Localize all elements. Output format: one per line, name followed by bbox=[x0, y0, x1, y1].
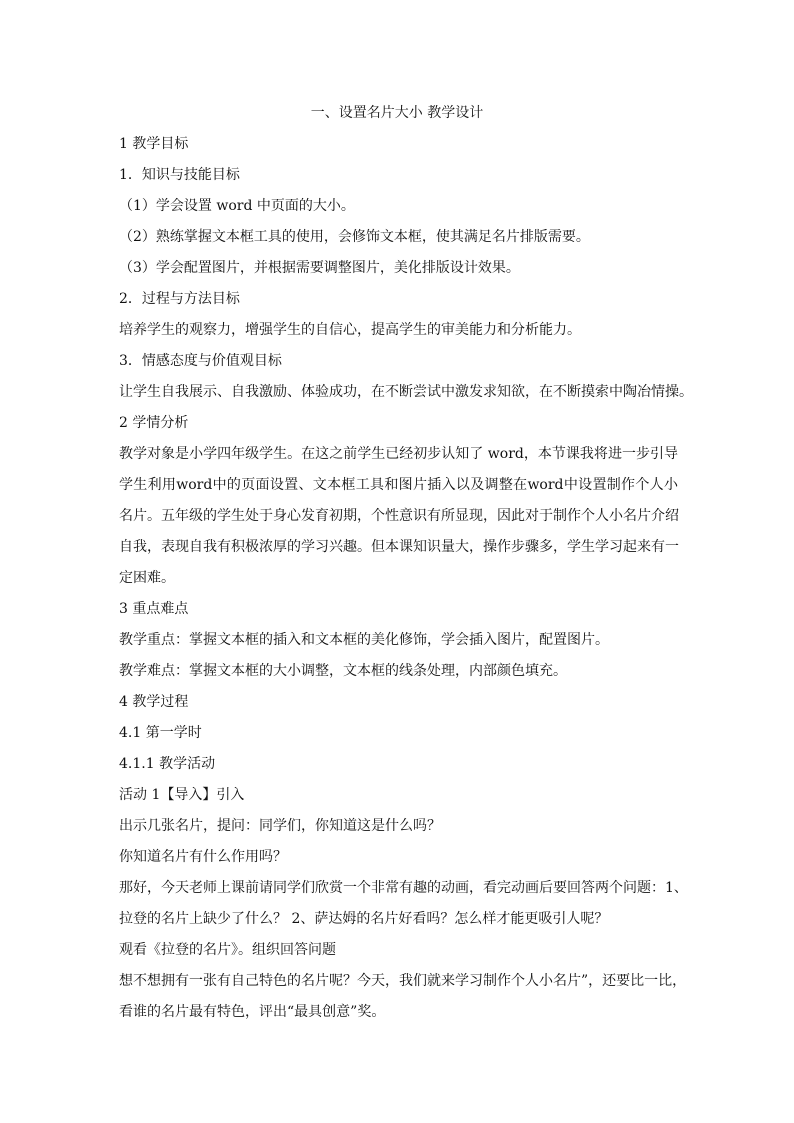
paragraph-line: 学生利用word中的页面设置、文本框工具和图片插入以及调整在word中设置制作个人小 bbox=[119, 477, 678, 493]
paragraph-line: （1）学会设置 word 中页面的大小。 bbox=[119, 198, 355, 214]
subheading: 4.1.1 教学活动 bbox=[119, 756, 216, 772]
paragraph-line: 让学生自我展示、自我激励、体验成功，在不断尝试中激发求知欲，在不断摸索中陶冶情操。 bbox=[119, 384, 693, 400]
subheading: 1．知识与技能目标 bbox=[119, 167, 240, 183]
paragraph-line: 教学难点：掌握文本框的大小调整，文本框的线条处理，内部颜色填充。 bbox=[119, 663, 567, 679]
paragraph-line: 观看《拉登的名片》。组织回答问题 bbox=[119, 942, 336, 958]
section-heading: 3 重点难点 bbox=[119, 601, 189, 617]
subheading: 2．过程与方法目标 bbox=[119, 291, 240, 307]
section-heading: 2 学情分析 bbox=[119, 415, 189, 431]
paragraph-line: 定困难。 bbox=[119, 570, 175, 586]
paragraph-line: 自我，表现自我有积极浓厚的学习兴趣。但本课知识量大，操作步骤多，学生学习起来有一 bbox=[119, 539, 679, 555]
paragraph-line: 那好，今天老师上课前请同学们欣赏一个非常有趣的动画，看完动画后要回答两个问题：1、 bbox=[119, 880, 688, 896]
paragraph-line: 培养学生的观察力，增强学生的自信心，提高学生的审美能力和分析能力。 bbox=[119, 322, 581, 338]
section-heading: 4 教学过程 bbox=[119, 694, 189, 710]
paragraph-line: （2）熟练掌握文本框工具的使用，会修饰文本框，使其满足名片排版需要。 bbox=[119, 229, 590, 245]
paragraph-line: 教学对象是小学四年级学生。在这之前学生已经初步认知了 word，本节课我将进一步引导 bbox=[119, 446, 678, 462]
subheading: 4.1 第一学时 bbox=[119, 725, 202, 741]
paragraph-line: 出示几张名片，提问：同学们，你知道这是什么吗？ bbox=[119, 818, 441, 834]
subheading: 3．情感态度与价值观目标 bbox=[119, 353, 282, 369]
paragraph-line: 教学重点：掌握文本框的插入和文本框的美化修饰，学会插入图片，配置图片。 bbox=[119, 632, 609, 648]
activity-heading: 活动 1【导入】引入 bbox=[119, 787, 245, 803]
paragraph-line: 拉登的名片上缺少了什么？ 2、萨达姆的名片好看吗？怎么样才能更吸引人呢？ bbox=[119, 911, 609, 927]
section-heading: 1 教学目标 bbox=[119, 136, 189, 152]
document-title: 一、设置名片大小 教学设计 bbox=[310, 105, 484, 121]
paragraph-line: 名片。五年级的学生处于身心发育初期，个性意识有所显现，因此对于制作个人小名片介绍 bbox=[119, 508, 679, 524]
paragraph-line: 看谁的名片最有特色，评出“最具创意”奖。 bbox=[119, 1004, 386, 1020]
paragraph-line: 你知道名片有什么作用吗？ bbox=[119, 849, 287, 865]
paragraph-line: （3）学会配置图片，并根据需要调整图片，美化排版设计效果。 bbox=[119, 260, 520, 276]
paragraph-line: 想不想拥有一张有自己特色的名片呢？今天，我们就来学习制作个人小名片”，还要比一比， bbox=[119, 973, 687, 989]
